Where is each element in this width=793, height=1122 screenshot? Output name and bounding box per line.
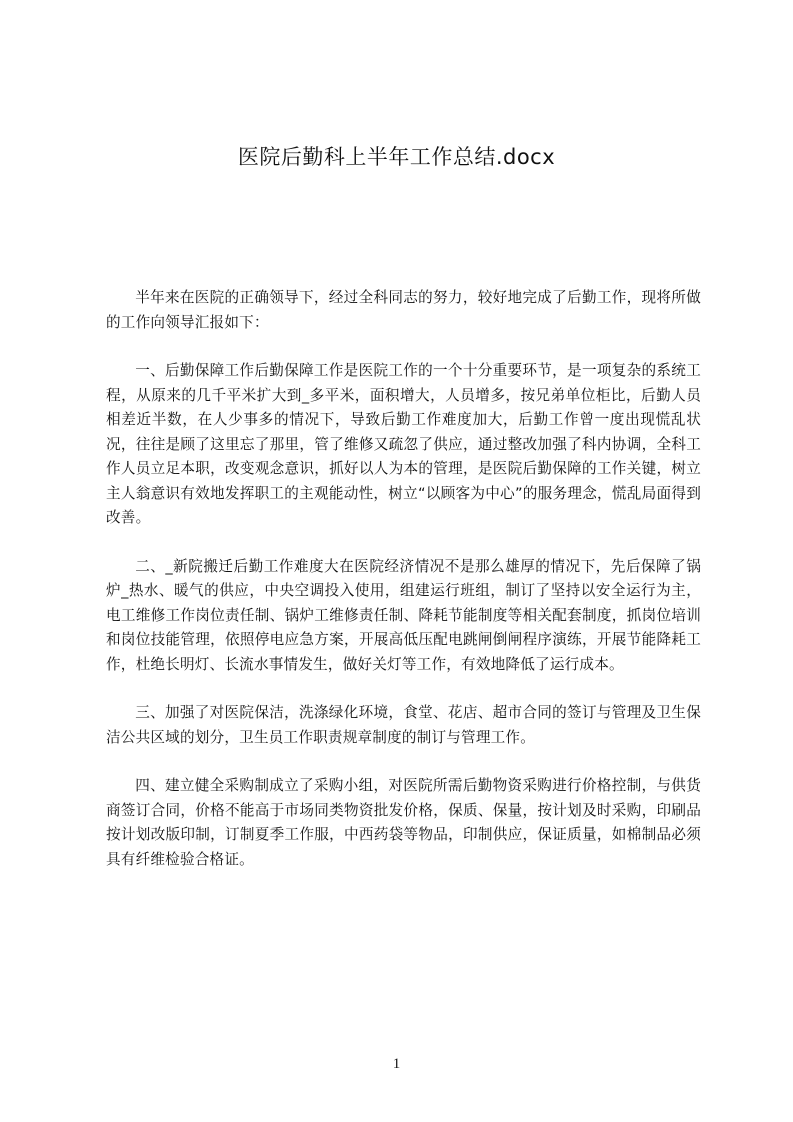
paragraph-logistics-support: 一、后勤保障工作后勤保障工作是医院工作的一个十分重要环节，是一项复杂的系统工程，从原来的几千平米扩大到_多平米，面积增大，人员增多，按兄弟单位柜比，后勤人员相差近半数，在人少事多的情况下，导致后勤工作难度加大，后勤工作曾一度出现慌乱状况，往往是顾了这里忘了那里，管了维修又疏忽了供应，通过整改加强了科内协调，全科工作人员立足本职，改变观念意识，抓好以人为本的管理，是医院后勤保障的工作关键，树立主人翁意识有效地发挥职工的主观能动性，树立“以顾客为中心”的服务理念，慌乱局面得到改善。 [106, 362, 701, 526]
paragraph-new-hospital-relocation: 二、_新院搬迁后勤工作难度大在医院经济情况不是那么雄厚的情况下，先后保障了锅炉_热水、暖气的供应，中央空调投入使用，组建运行班组，制订了坚持以安全运行为主，电工维修工作岗位责任制、锅炉工维修责任制、降耗节能制度等相关配套制度，抓岗位培训和岗位技能管理，依照停电应急方案，开展高低压配电跳闸倒闸程序演练，开展节能降耗工作，杜绝长明灯、长流水事情发生，做好关灯等工作，有效地降低了运行成本。 [106, 557, 701, 673]
paragraph-intro: 半年来在医院的正确领导下，经过全科同志的努力，较好地完成了后勤工作，现将所做的工作向领导汇报如下： [106, 289, 701, 331]
paragraph-procurement-system: 四、建立健全采购制成立了采购小组，对医院所需后勤物资采购进行价格控制，与供货商签订合同，价格不能高于市场同类物资批发价格，保质、保量，按计划及时采购，印刷品按计划改版印制，订制夏季工作服，中西药袋等物品，印制供应，保证质量，如棉制品必须具有纤维检验合格证。 [106, 777, 701, 868]
page-number: 1 [392, 1056, 401, 1072]
document-body [106, 286, 701, 896]
paragraph-cleaning-management: 三、加强了对医院保洁，洗涤绿化环境，食堂、花店、超市合同的签订与管理及卫生保洁公共区域的划分，卫生员工作职责规章制度的制订与管理工作。 [106, 704, 701, 746]
document-title: 医院后勤科上半年工作总结.docx [237, 145, 556, 169]
